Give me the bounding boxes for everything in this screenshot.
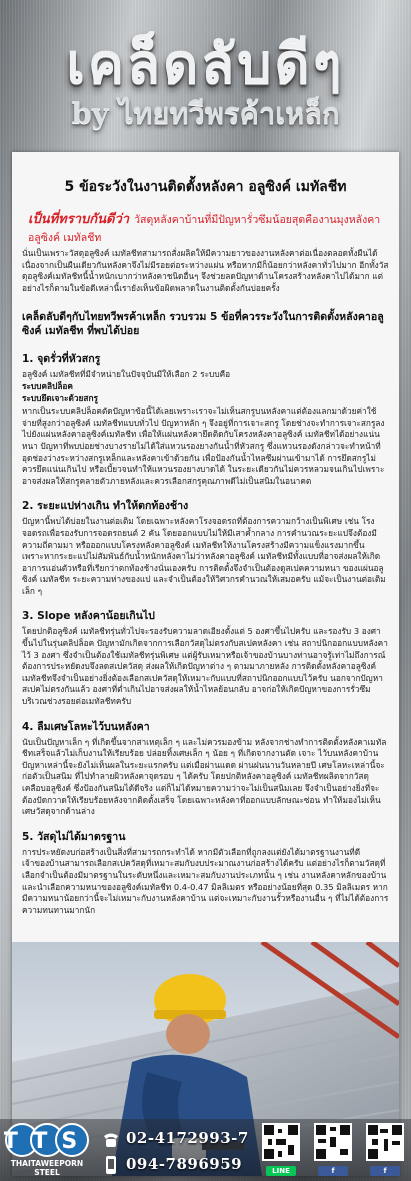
intro-paragraph: นั่นเป็นเพราะวัสดุอลูซิงค์ เมทัลชีทสามารถสั่งผลิตให้มีความยาวของงานหลังคาต่อเนื่องตลอดทั้งผืนได้ เนื่องจากเป็นผืนเดียวกันหลังคาจึงไม่มีรอยต่อระหว่างแผ่น หรือหากมีก็น้อยกว่าหลังคาทั่วไปมาก อีกทั้งวัสดุอลูซิงค์เมทัลชีทนี้น้ำหนักเบากว่าหลังคาชนิดอื่นๆ จึงช่วยลดปัญหาด้านโครงสร้างหลังคาไปได้มาก แต่อย่างไรก็ตามในข้อดีเหล่านี้เรายังเห็นข้อผิดพลาดในงานติดตั้งกันบ่อยครั้ง xyxy=(22,248,389,293)
logo-letters: TTS xyxy=(4,1129,90,1154)
intro-lead: วัสดุหลังคาบ้านที่มีปัญหารั่วซึมน้อยสุดคืองานมุงหลังคาอลูซิงค์ เมทัลชีท xyxy=(28,214,381,244)
tts-logo-mark xyxy=(4,1121,90,1159)
section-3-title: 3. Slope หลังคาน้อยเกินไป xyxy=(22,610,155,623)
section-1-subtitle-screw: ระบบยึดเจาะด้วยสกรู xyxy=(22,392,98,403)
article-content xyxy=(12,152,399,916)
facebook-badge-2: f xyxy=(370,1166,400,1176)
section-5-title: 5. วัสดุไม่ได้มาตรฐาน xyxy=(22,830,126,843)
phone-row-2[interactable] xyxy=(100,1152,250,1176)
section-5-body: การประหยัดงบก่อสร้างเป็นสิ่งที่สามารถกระทำได้ หากมีตัวเลือกที่ถูกลงแต่ยังได้มาตรฐานงานที่ดี เจ้าของบ้านสามารถเลือกสเปควัสดุที่เหมาะสมกับงบประมาณงานก่อสร้างได้ครับ แต่อย่างไรก็ตามวัสดุที่เลือกจำเป็นต้องมีมาตรฐานในระดับหนึ่งและเหมาะสมกับงานประเภทนั้น ๆ เช่น งานหลังคาหลักของบ้านและนำเลือกความหนาของอลูซิงค์เมทัลชีท 0.4-0.47 มิลลิเมตร หรืออย่างน้อยที่สุด 0.35 มิลลิเมตร หากมีความหนาน้อยกว่านี้จะไม่เหมาะกับงานหลังคาบ้าน แต่จะเหมาะกับงานรั้วหรืองานอื่น ๆ ที่ไม่ได้ต้องการความทนทานมากนัก xyxy=(22,846,389,915)
intro-tag: เป็นที่ทราบกันดีว่า xyxy=(28,212,130,227)
phone-row-1[interactable] xyxy=(100,1126,250,1150)
header-banner xyxy=(0,0,411,150)
mobile-phone-icon xyxy=(100,1154,122,1176)
facebook-badge-1: f xyxy=(318,1166,348,1176)
company-logo xyxy=(4,1121,90,1179)
qr-code-facebook-2[interactable] xyxy=(366,1123,404,1161)
section-1-body: อลูซิงค์ เมทัลชีทที่มีจำหน่ายในปัจจุบันมีให้เลือก 2 ระบบคือ xyxy=(22,369,231,380)
section-1-title: 1. จุดรั่วที่หัวสกรู xyxy=(22,353,101,366)
footer-bar xyxy=(0,1119,411,1181)
article-card xyxy=(12,152,399,1176)
banner-title: เคล็ดลับดีๆ xyxy=(66,31,345,95)
qr-facebook-icon xyxy=(368,1125,402,1159)
line-badge: LINE xyxy=(266,1166,296,1176)
company-name: THAITAWEEPORN STEEL xyxy=(10,1159,84,1177)
phone-number-mobile[interactable]: 094-7896959 xyxy=(126,1155,243,1173)
section-1-subtitle-clip-lock: ระบบคลิปล็อค xyxy=(22,380,73,391)
section-2-title: 2. ระยะแปห่างเกิน ทำให้ตกท้องช้าง xyxy=(22,500,189,513)
article-title: 5 ข้อระวังในงานติดตั้งหลังคา อลูซิงค์ เมทัลชีท xyxy=(64,179,347,195)
section-3-body: โดยปกติอลูซิงค์ เมทัลชีทรุ่นทั่วไปจะรองรับความลาดเอียงตั้งแต่ 5 องศาขึ้นไปครับ และรองรับ 3 องศาขึ้นไปในรุ่นคลิปล็อค ปัญหามักเกิดจากการเลือกวัสดุไม่ตรงกับสเปคหลังคา เช่น สถาปนิกออกแบบหลังคาไว้ 3 องศา ซึ่งจำเป็นต้องใช้เมทัลชีทรุ่นพิเศษ แต่ผู้รับเหมาหรือเจ้าของบ้านบางท่านอาจรู้เท่าไม่ถึงการณ์ ต้องการประหยัดงบจึงลดสเปควัสดุ ส่งผลให้เกิดปัญหาต่าง ๆ ตามมาภายหลัง การติดตั้งหลังคาอลูซิงค์ เมทัลชีทจึงจำเป็นอย่างยิ่งต้องเลือกสเปควัสดุให้เหมาะกับแบบที่สถาปนิกออกแบบไว้ครับ นอกจากปัญหาสเปคไม่ตรงกันแล้ว องศาที่ต่ำเกินไปอาจส่งผลให้น้ำไหลย้อนกลับ อาจก่อให้เกิดปัญหาของการรั่วซึมบริเวณช่วงรอยต่อเมทัลชีทครับ xyxy=(22,626,388,707)
intro-heading xyxy=(22,210,389,246)
banner-subtitle: by ไทยทวีพรค้าเหล็ก xyxy=(71,96,340,130)
landline-phone-icon xyxy=(100,1128,122,1150)
section-4-body: นับเป็นปัญหาเล็ก ๆ ที่เกิดขึ้นจากสาเหตุเล็ก ๆ และไม่ควรมองข้าม หลังจากช่างทำการติดตั้งหลังคาเมทัลชีทเสร็จแล้วไม่เก็บงานให้เรียบร้อย ปล่อยทิ้งเศษเล็ก ๆ น้อย ๆ ที่เกิดจากงานตัด เจาะ ไว้บนหลังคาบ้าน ปัญหาเหล่านี้จะยังไม่เห็นผลในระยะแรกครับ แต่เมื่อผ่านแดด ผ่านฝนนานวันหลายปี เศษโลหะเหล่านี้จะก่อตัวเป็นสนิม ที่ไปทำลายผิวหลังคาจุดรอบ ๆ ได้ครับ โดยปกติหลังคาอลูซิงค์ เมทัลชีทผลิตจากวัสดุเคลือบอลูซิงค์ ซึ่งป้องกันสนิมได้ดีจริง แต่ก็ไม่ได้หมายความว่าจะไม่เป็นสนิมเลย จึงจำเป็นอย่างยิ่งที่จะต้องปัดกวาดให้เรียบร้อยหลังจากติดตั้งเสร็จ โดยเฉพาะหลังคาที่ออกแบบลักษณะซ่อน ทำให้มองไม่เห็นเศษวัสดุจากด้านล่าง xyxy=(22,736,387,817)
section-4-title: 4. ลืมเศษโลหะไว้บนหลังคา xyxy=(22,720,150,733)
qr-code-facebook-1[interactable] xyxy=(314,1123,352,1161)
qr-line-icon xyxy=(264,1125,298,1159)
section-1-detail: หากเป็นระบบคลิปล็อคตัดปัญหาข้อนี้ได้เลยเพราะเราจะไม่เห็นสกรูบนหลังคาแต่ต้องแลกมาด้วยค่าใช้จ่ายที่สูงกว่าอลูซิงค์ เมทัลชีทแบบทั่วไป ปัญหาหลัก ๆ จึงอยู่ที่การเจาะสกรู โดยช่างจะทำการเจาะสกรูลงไปยังแผ่นหลังคาอลูซิงค์เมทัลชีท เพื่อให้แผ่นหลังคายึดติดกับโครงหลังคาอลูซิงค์ เมทัลชีทได้อย่างแน่นหนา ปัญหาที่พบบ่อยช่างบางรายไม่ได้ใส่แหวนรองยางกันน้ำที่หัวสกรู ซึ่งแหวนรองดังกล่าวจะทำหน้าที่อุดช่องว่างระหว่างสกรูเหล็กและหลังคาเข้าด้วยกัน เพื่อป้องกันน้ำไหลซึมผ่านเข้ามาได้ การยึดสกรูไม่ควรยึดแน่นเกินไป หรือเบี้ยวจนทำให้แหวนรองยางบาดได้ ในระยะเดียวกันไม่ควรหลวมจนเกินไปเพราะอาจส่งผลให้สกรูคลายตัวภายหลังและควรเลือกสกรูคุณภาพดีไม่เป็นสนิมในอนาคต xyxy=(22,406,385,486)
qr-facebook-icon xyxy=(316,1125,350,1159)
summary-paragraph: เคล็ดลับดีๆกับไทยทวีพรค้าเหล็ก รวบรวม 5 ข้อที่ควรระวังในการติดตั้งหลังคาอลูซิงค์ เมทัลชีท ที่พบได้บ่อย xyxy=(22,311,384,338)
section-2-body: ปัญหานี้พบได้บ่อยในงานต่อเติม โดยเฉพาะหลังคาโรงจอดรถที่ต้องการความกว้างเป็นพิเศษ เช่น โรงจอดรถเพื่อรองรับการจอดรถยนต์ 2 คัน โดยออกแบบไม่ให้มีเสาค้ำกลาง การคำนวณระยะแปจึงต้องมีความถี่ตามมา หรือออกแบบโครงหลังคาอลูซิงค์ เมทัลชีทให้งานโครงสร้างมีความแข็งแรงมากขึ้น เพราะหากระยะแปไม่สัมพันธ์กับน้ำหนักหลังคาไม่ว่าหลังคาอลูซิงค์ เมทัลชีทมีทั้งแบบที่อาจส่งผลให้เกิดอาการแอ่นตัวหรือที่เรียกว่าตกท้องช้างนั่นเองครับ การติดตั้งจึงจำเป็นต้องดูสเปคความหนา ของแผ่นอลูซิงค์ เมทัลชีท ระยะความห่างของแป และจำเป็นต้องให้วิศวกรคำนวณให้เสมอครับ แม้จะเป็นงานต่อเติมเล็ก ๆ xyxy=(22,516,386,596)
phone-number-landline[interactable]: 02-4172993-7 xyxy=(126,1129,249,1147)
qr-code-line[interactable] xyxy=(262,1123,300,1161)
